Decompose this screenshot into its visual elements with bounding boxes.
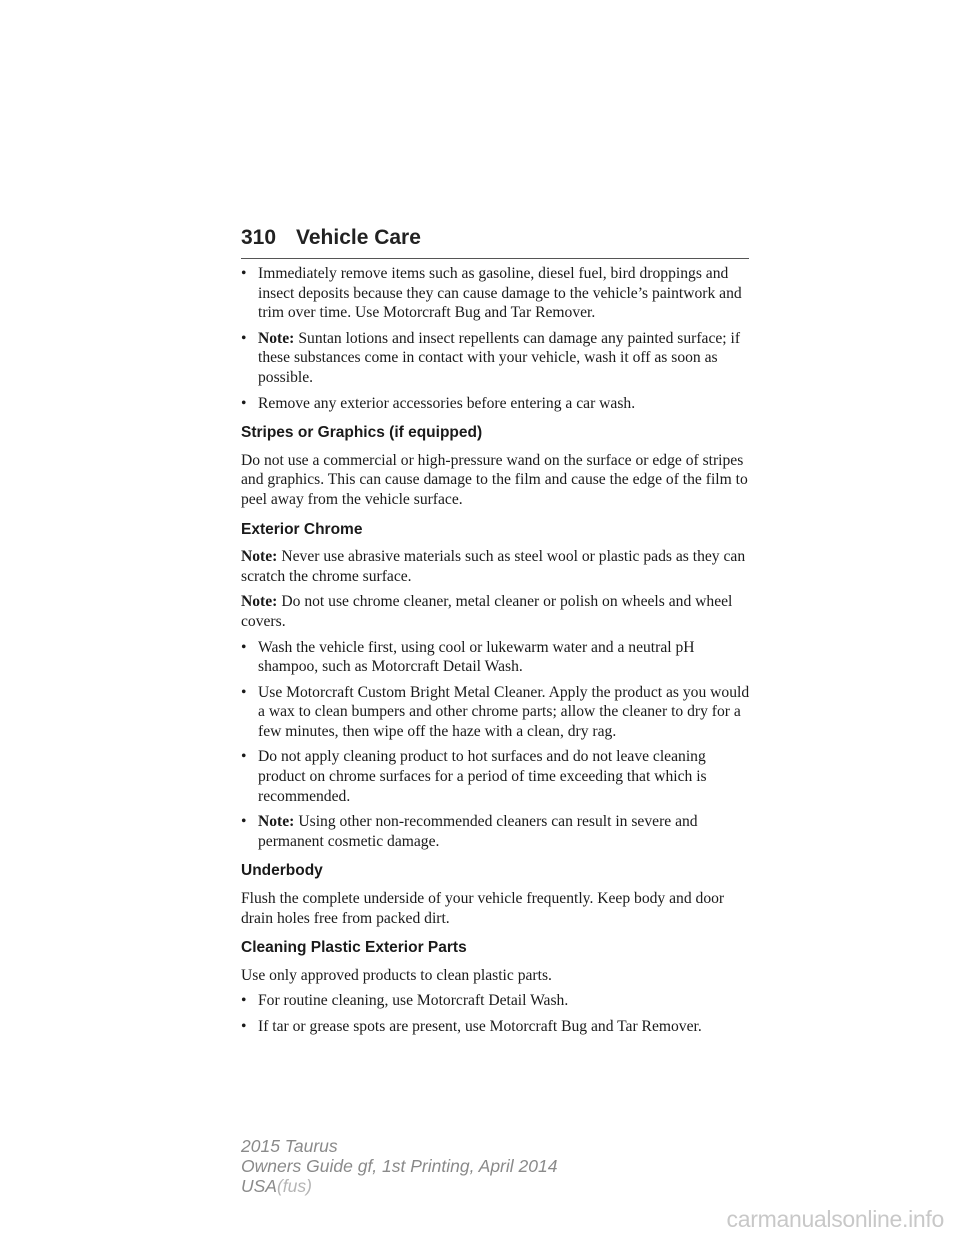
list-item xyxy=(241,394,751,414)
bullet-icon: • xyxy=(241,813,247,831)
note-label: Note: xyxy=(258,813,295,831)
footer-print-info xyxy=(241,1136,557,1196)
header-divider xyxy=(241,258,749,259)
note-label: Note: xyxy=(241,593,278,611)
note-label: Note: xyxy=(241,548,278,566)
note-label: Note: xyxy=(258,329,295,347)
list-item xyxy=(241,812,751,851)
footer-line xyxy=(241,1176,557,1196)
bullet-icon: • xyxy=(241,394,247,412)
note-paragraph xyxy=(241,547,751,586)
bullet-icon: • xyxy=(241,683,247,701)
list-item-text: Remove any exterior accessories before entering a car wash. xyxy=(258,394,636,412)
list-item xyxy=(241,683,751,742)
bullet-icon: • xyxy=(241,265,247,282)
list-item xyxy=(241,264,751,323)
list-item xyxy=(241,747,751,806)
list-item-text: Suntan lotions and insect repellents can damage any painted surface; if these substances come in contact with your vehicle, wash it off as soon as possible. xyxy=(258,329,741,386)
list-item-text: For routine cleaning, use Motorcraft Detail Wash. xyxy=(258,992,569,1010)
footer-suffix: (fus) xyxy=(276,1176,312,1196)
paragraph: Flush the complete underside of your vehicle frequently. Keep body and door drain holes free from packed dirt. xyxy=(241,890,725,927)
note-text: Never use abrasive materials such as steel wool or plastic pads as they can scratch the chrome surface. xyxy=(241,548,746,585)
note-paragraph xyxy=(241,592,751,631)
watermark: carmanualsonline.info xyxy=(726,1206,944,1232)
footer-line: Owners Guide gf, 1st Printing, April 2014 xyxy=(241,1156,558,1176)
list-item xyxy=(241,329,751,388)
list-item-text: If tar or grease spots are present, use Motorcraft Bug and Tar Remover. xyxy=(258,1018,702,1035)
page-content xyxy=(241,264,751,1043)
heading-underbody: Underbody xyxy=(241,862,323,880)
heading-cleaning-plastic: Cleaning Plastic Exterior Parts xyxy=(241,939,467,957)
bullet-icon: • xyxy=(241,1018,247,1035)
list-item-text: Wash the vehicle first, using cool or lukewarm water and a neutral pH shampoo, such as Motorcraft Detail Wash. xyxy=(258,638,695,676)
list-item xyxy=(241,1017,751,1037)
note-text: Do not use chrome cleaner, metal cleaner or polish on wheels and wheel covers. xyxy=(241,593,733,630)
bullet-icon: • xyxy=(241,329,247,347)
list-item-text: Do not apply cleaning product to hot surfaces and do not leave cleaning product on chrome surfaces for a period of time exceeding that which is recommended. xyxy=(258,748,707,805)
list-item xyxy=(241,991,751,1011)
page-number: 310 xyxy=(241,226,277,249)
bullet-icon: • xyxy=(241,748,247,766)
list-item xyxy=(241,638,751,677)
section-title: Vehicle Care xyxy=(296,226,421,249)
list-item-text: Use Motorcraft Custom Bright Metal Cleaner. Apply the product as you would a wax to clean bumpers and other chrome parts; allow the cleaner to dry for a few minutes, then wipe off the haze with a clean, dry rag. xyxy=(258,683,750,740)
paragraph: Do not use a commercial or high-pressure wand on the surface or edge of stripes and graphics. This can cause damage to the film and cause the edge of the film to peel away from the vehicle surface. xyxy=(241,451,748,508)
footer-line: 2015 Taurus xyxy=(241,1136,338,1156)
paragraph: Use only approved products to clean plastic parts. xyxy=(241,966,552,984)
bullet-icon: • xyxy=(241,638,247,656)
bullet-icon: • xyxy=(241,992,247,1010)
heading-exterior-chrome: Exterior Chrome xyxy=(241,520,363,538)
heading-stripes-graphics: Stripes or Graphics (if equipped) xyxy=(241,424,483,442)
footer-country: USA xyxy=(241,1176,277,1196)
list-item-text: Immediately remove items such as gasoline, diesel fuel, bird droppings and insect deposits because they can cause damage to the vehicle’s paintwork and trim over time. Use Motorcraft Bug and Tar Remover. xyxy=(258,265,742,322)
list-item-text: Using other non-recommended cleaners can result in severe and permanent cosmetic damage. xyxy=(258,813,698,850)
